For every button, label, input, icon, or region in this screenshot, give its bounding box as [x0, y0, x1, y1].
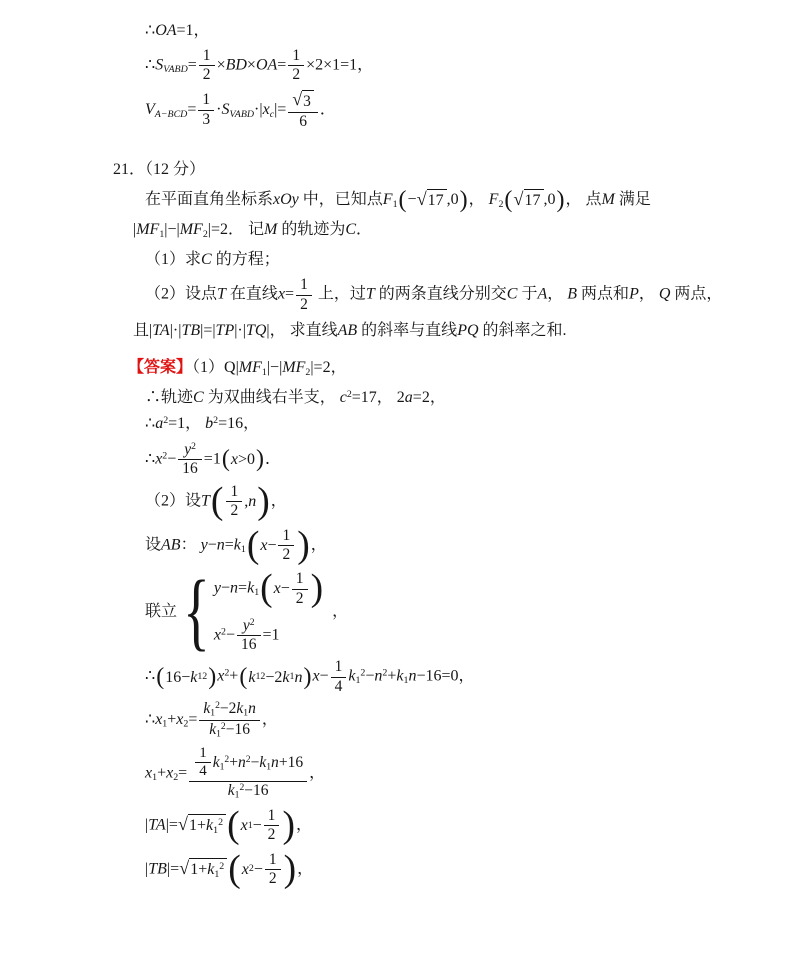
- system-rows: [214, 570, 324, 653]
- triangle-area-formula-line: $\therefore S_{VABD}=$ $\frac{1}{2}$ ×BD×OA= $\frac{1}{2}$ ×2×1=1，: [145, 47, 374, 84]
- part-2-question-line-1: （2）设点T 在直线x= $\frac{1}{2}$ 上，过T 的两条直线分别交C 于A， B 两点和P， Q 两点，: [145, 276, 723, 313]
- hyperbola-equation-line: $\therefore x^2-$ $\frac{y^2}{16}$ =1 ( x >0 ) ．: [145, 440, 281, 477]
- locus-description-line: ∴轨迹C 为双曲线右半支， $c^2=17$， 2a=2，: [145, 389, 446, 407]
- system-trailing-comma: ，: [332, 603, 349, 621]
- point-t-definition-line: （2）设T ( $\frac{1}{2}$ , n ) ，: [145, 481, 287, 523]
- product-of-roots-line: $x_1+x_2=$ $\frac{1}{4}$ $k_1^2+n^2-k_1n+16$ $k_1^2-16$ ，: [145, 744, 326, 801]
- part-2-question-line-2: 且|TA|·|TB|=|TP|·|TQ|， 求直线AB 的斜率与直线PQ 的斜率之和.: [133, 321, 567, 339]
- part-1-question: （1）求C 的方程；: [145, 251, 280, 269]
- left-brace: {: [183, 563, 210, 660]
- problem-statement-line-1: 在平面直角坐标系xOy 中，已知点$F_1$ ( − √ 17 ,0 ) ， $F_2$ ( √ 17 ,0 ) ， 点M 满足: [145, 186, 651, 213]
- sum-of-roots-line: $\therefore x_1+x_2=$ $\frac{k_1^2-2k_1n}{k_1^2-16}$ ，: [145, 700, 278, 740]
- volume-formula-line: $V_{A-BCD}=$ $\frac{1}{3}$ $\cdot S_{VABD}\cdot|x_c|=$ √ 3 6 ．: [145, 88, 336, 131]
- a2-b2-values-line: $\therefore a^2=1$， $b^2=16$，: [145, 415, 260, 433]
- oa-equals-line: ∴OA=1，: [145, 22, 210, 39]
- quadratic-expansion-line: ∴ ( 16− k 1 2 ) $x^2+$ ( k 1 2 −2 k 1 n ) x− $\frac{1}{4}$ $k_1^2-n^2+k_1n-16=0$，: [145, 658, 475, 695]
- ta-length-line: |TA|= √ $1+k_1^2$ ( x 1 − $\frac{1}{2}$ ) ，: [145, 804, 312, 846]
- system-of-equations: [145, 563, 800, 660]
- problem-21-heading: 21．（12 分）: [113, 161, 206, 179]
- problem-statement-line-2: $|MF_1|-|MF_2|=2$． 记M 的轨迹为C．: [133, 220, 373, 240]
- system-equation-row: $y-n=k_1$ ( x − $\frac{1}{2}$ ): [213, 568, 324, 610]
- system-equation-row: $x^2-$ $\frac{y^2}{16}$ =1: [213, 616, 280, 654]
- system-label: 联立: [145, 603, 178, 621]
- tb-length-line: |TB|= √ $1+k_1^2$ ( x 2 − $\frac{1}{2}$ ) ，: [145, 848, 314, 890]
- line-ab-equation-line: 设AB： $y-n=k_1$ ( x − $\frac{1}{2}$ ) ，: [145, 524, 327, 566]
- answer-label-line: 【答案】$(1)Q|MF_1|-|MF_2|=2$，: [128, 359, 347, 378]
